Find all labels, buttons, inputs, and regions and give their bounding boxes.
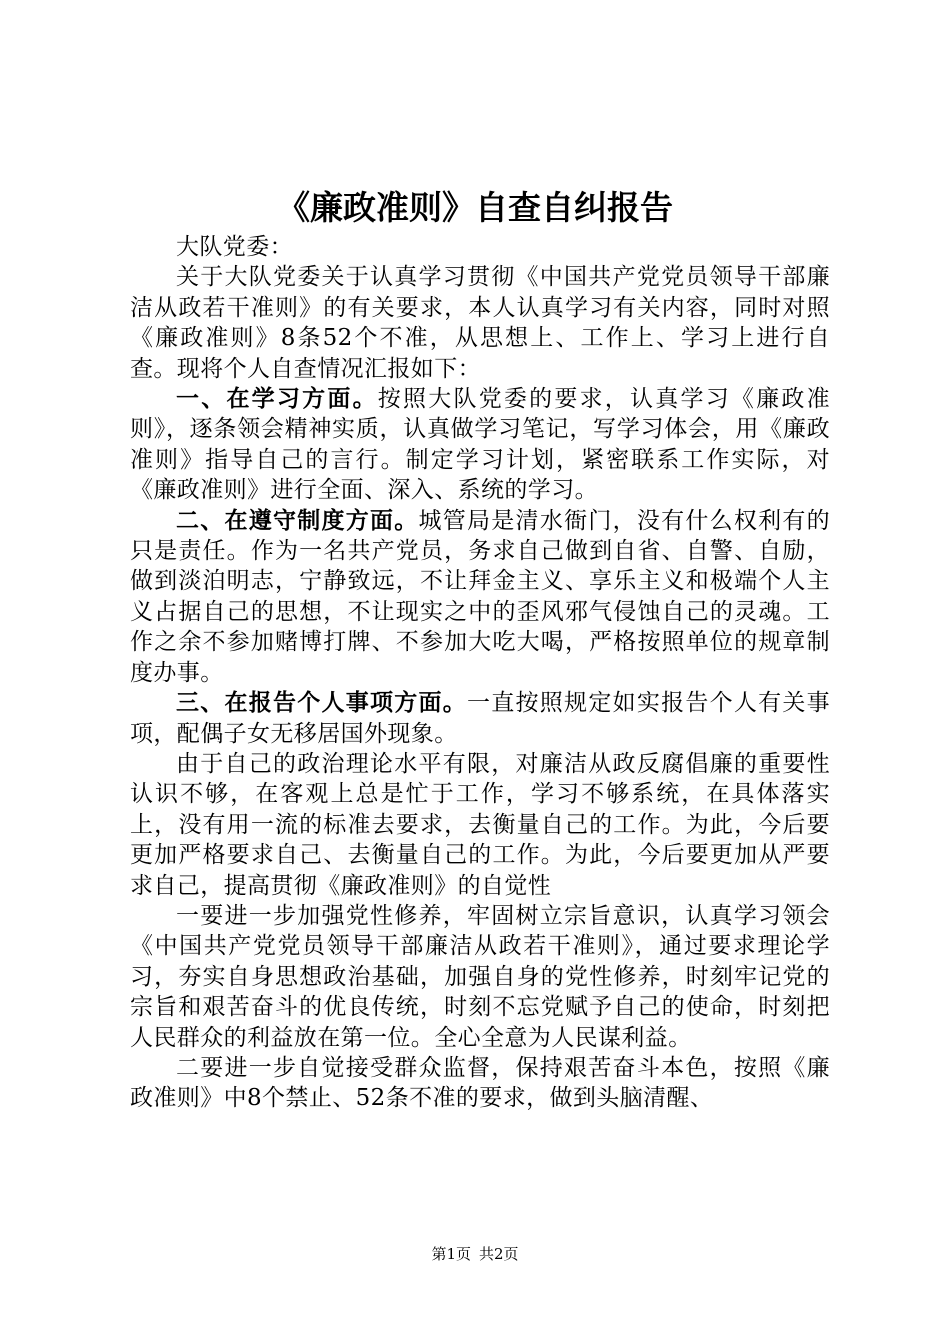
paragraph-measure-two bbox=[130, 1053, 830, 1114]
section-heading: 一、在学习方面。 bbox=[176, 385, 378, 413]
paragraph-text: 一要进一步加强党性修养，牢固树立宗旨意识，认真学习领会《中国共产党党员领导干部廉洁从政若干准则》，通过要求理论学习，夯实自身思想政治基础，加强自身的党性修养，时刻牢记党的宗旨和艰苦奋斗的优良传统，时刻不忘党赋予自己的使命，时刻把人民群众的利益放在第一位。全心全意为人民谋利益。 bbox=[130, 902, 830, 1051]
paragraph-report bbox=[130, 688, 830, 749]
salutation: 大队党委： bbox=[176, 234, 293, 260]
paragraph-text: 一直按照规定如实报告个人有关事项，配偶子女无移居国外现象。 bbox=[130, 690, 830, 747]
paragraph-intro bbox=[130, 262, 830, 384]
paragraph-shortcomings bbox=[130, 749, 830, 901]
paragraph-rules bbox=[130, 506, 830, 688]
paragraph-text: 关于大队党委关于认真学习贯彻《中国共产党党员领导干部廉洁从政若干准则》的有关要求，本人认真学习有关内容，同时对照《廉政准则》8条52个不准，从思想上、工作上、学习上进行自查。现将个人自查情况汇报如下： bbox=[130, 264, 830, 382]
section-heading: 二、在遵守制度方面。 bbox=[176, 506, 419, 534]
document-body bbox=[130, 232, 830, 1114]
section-heading: 三、在报告个人事项方面。 bbox=[176, 689, 468, 717]
document-title: 《廉政准则》自查自纠报告 bbox=[277, 188, 673, 227]
paragraph-measure-one bbox=[130, 901, 830, 1053]
paragraph-text: 二要进一步自觉接受群众监督，保持艰苦奋斗本色，按照《廉政准则》中8个禁止、52条不准的要求，做到头脑清醒、 bbox=[130, 1054, 830, 1112]
paragraph-study bbox=[130, 384, 830, 506]
paragraph-text: 按照大队党委的要求，认真学习《廉政准则》，逐条领会精神实质，认真做学习笔记，写学习体会，用《廉政准则》指导自己的言行。制定学习计划，紧密联系工作实际，对《廉政准则》进行全面、深入、系统的学习。 bbox=[130, 386, 831, 504]
page-number: 第1页 bbox=[431, 1245, 471, 1263]
paragraph-text: 由于自己的政治理论水平有限，对廉洁从政反腐倡廉的重要性认识不够，在客观上总是忙于工作，学习不够系统，在具体落实上，没有用一流的标准去要求，去衡量自己的工作。为此，今后要更加严格要求自己、去衡量自己的工作。为此，今后要更加从严要求自己，提高贯彻《廉政准则》的自觉性 bbox=[130, 750, 830, 899]
page-total: 共2页 bbox=[479, 1245, 519, 1263]
page-footer bbox=[0, 1244, 950, 1264]
paragraph-text: 城管局是清水衙门，没有什么权利有的只是责任。作为一名共产党员，务求自己做到自省、自警、自励，做到淡泊明志，宁静致远，不让拜金主义、享乐主义和极端个人主义占据自己的思想，不让现实之中的歪风邪气侵蚀自己的灵魂。工作之余不参加赌博打牌、不参加大吃大喝，严格按照单位的规章制度办事。 bbox=[130, 507, 831, 686]
